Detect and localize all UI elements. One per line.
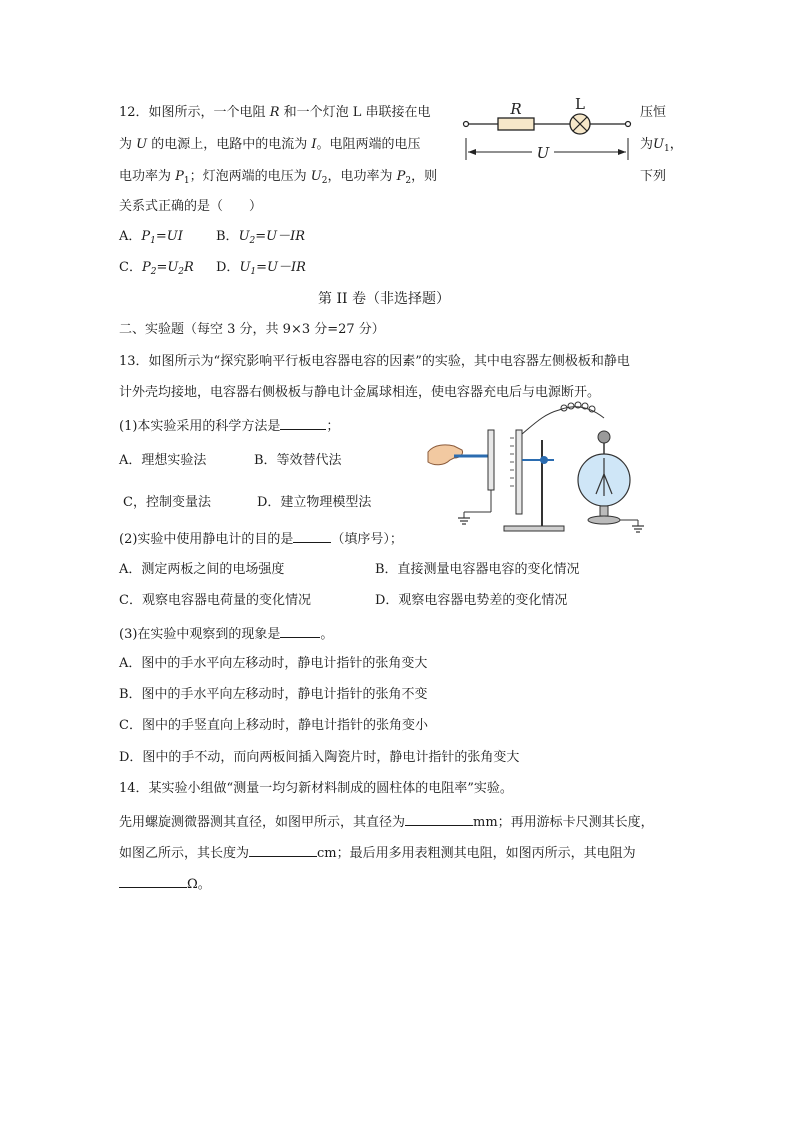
resistor-symbol — [498, 118, 534, 130]
q13-part2-option-d: D．观察电容器电势差的变化情况 — [375, 593, 568, 608]
q12-option-b — [216, 228, 305, 250]
q12-line4: 关系式正确的是（ ） — [119, 199, 263, 214]
circuit-diagram — [458, 94, 638, 174]
q13-part3-option-b: B．图中的手水平向左移动时，静电计指针的张角不变 — [119, 687, 428, 702]
option-text: R — [184, 260, 194, 275]
electroscope-neck — [600, 506, 608, 516]
q13-part1-option-b: B．等效替代法 — [254, 453, 342, 468]
q14-line1: 14．某实验小组做“测量一均匀新材料制成的圆柱体的电阻率”实验。 — [119, 781, 513, 796]
q12-sub: 1 — [183, 176, 190, 186]
left-plate — [488, 430, 494, 490]
arrow-head — [468, 149, 476, 155]
q13-line1: 13．如图所示为“探究影响平行板电容器电容的因素”的实验，其中电容器左侧极板和静电 — [119, 354, 630, 369]
arrow-head — [618, 149, 626, 155]
q12-line2 — [119, 136, 421, 154]
q14-line3 — [119, 843, 636, 863]
q13-part2-end: （填序号）； — [331, 532, 403, 547]
q12-options-ab — [119, 228, 183, 250]
q12-text: 和一个灯泡 L 串联接在电 — [279, 105, 431, 120]
q12-text: ，则 — [411, 169, 438, 184]
section-title: 第 II 卷（非选择题） — [318, 291, 450, 307]
q13-part3-option-c: C．图中的手竖直向上移动时，静电计指针的张角变小 — [119, 718, 428, 733]
q12-var: I — [311, 137, 317, 152]
option-var: U — [239, 260, 251, 275]
q13-part1-option-a: A．理想实验法 — [119, 453, 207, 468]
right-plate — [516, 430, 522, 514]
q13-part3-text: (3)在实验中观察到的现象是 — [119, 627, 281, 642]
q12-text: 电功率为 — [119, 169, 176, 184]
q13-part2-option-c: C．观察电容器电荷量的变化情况 — [119, 593, 311, 608]
option-var: U — [238, 229, 250, 244]
q12-var: U — [136, 137, 148, 152]
q14-text: mm；再用游标卡尺测其长度， — [473, 815, 654, 830]
charge-marks — [510, 438, 514, 486]
q13-part1-text: (1)本实验采用的科学方法是 — [119, 419, 281, 434]
q14-text: Ω。 — [187, 877, 211, 892]
clamp — [540, 456, 548, 464]
q13-part3 — [119, 624, 333, 644]
q12-var: U — [310, 169, 322, 184]
answer-blank[interactable] — [280, 416, 326, 430]
q13-part1-end: ； — [326, 419, 340, 434]
q12-text: ；灯泡两端的电压为 — [189, 169, 311, 184]
option-text: =UI — [155, 229, 183, 244]
q12-var: U — [653, 137, 664, 152]
q13-part2-option-b: B．直接测量电容器电容的变化情况 — [375, 562, 580, 577]
q12-text: 。电阻两端的电压 — [316, 137, 421, 152]
terminal — [464, 122, 469, 127]
q12-text: ，电功率为 — [327, 169, 397, 184]
q13-part1-option-c: C，控制变量法 — [123, 495, 211, 510]
capacitor-apparatus-figure — [424, 384, 664, 544]
q14-line4 — [119, 874, 211, 894]
q12-text: 为 — [640, 137, 654, 152]
q12-var: P — [175, 169, 184, 184]
q12-text: 如图所示，一个电阻 — [148, 105, 270, 120]
q12-line1-right: 压恒 — [640, 105, 667, 120]
q12-sub: 2 — [321, 176, 328, 186]
q12-line2-right — [640, 136, 683, 158]
answer-blank[interactable] — [293, 529, 331, 543]
option-text: =U－IR — [255, 229, 306, 244]
option-var: P — [141, 260, 151, 275]
stand-base — [504, 526, 564, 531]
q12-sub: 1 — [663, 144, 670, 154]
q13-part2-text: (2)实验中使用静电计的目的是 — [119, 532, 294, 547]
q14-text: 如图乙所示，其长度为 — [119, 846, 250, 861]
q14-text: cm；最后用多用表粗测其电阻，如图丙所示，其电阻为 — [317, 846, 636, 861]
q12-var: R — [269, 105, 280, 120]
terminal — [626, 122, 631, 127]
option-text: =U－IR — [256, 260, 306, 275]
q13-part1-option-d: D．建立物理模型法 — [257, 495, 372, 510]
label-R: R — [510, 100, 522, 118]
q13-part3-end: 。 — [320, 627, 334, 642]
q12-line3 — [119, 168, 437, 190]
option-sub: 1 — [150, 236, 156, 246]
answer-blank[interactable] — [280, 624, 320, 638]
q12-text: ， — [669, 137, 683, 152]
option-label: B． — [216, 229, 239, 244]
q14-line2 — [119, 812, 654, 832]
q13-line2: 计外壳均接地，电容器右侧极板与静电计金属球相连，使电容器充电后与电源断开。 — [119, 385, 601, 400]
option-label: A． — [119, 229, 142, 244]
q12-number: 12． — [119, 105, 149, 120]
option-var: P — [141, 229, 151, 244]
option-label: C． — [119, 260, 142, 275]
q12-option-d — [216, 259, 306, 281]
q12-line1 — [119, 104, 431, 122]
q12-var: P — [396, 169, 406, 184]
electroscope-base — [588, 516, 620, 524]
q12-line3-right: 下列 — [640, 169, 667, 184]
q13-part3-option-a: A．图中的手水平向左移动时，静电计指针的张角变大 — [119, 656, 428, 671]
option-sub: 2 — [150, 267, 157, 277]
q12-option-c — [119, 259, 194, 281]
q12-sub: 2 — [405, 176, 412, 186]
section-heading: 二、实验题（每空 3 分，共 9×3 分=27 分） — [119, 322, 385, 337]
option-sub: 2 — [178, 267, 185, 277]
metal-ball — [598, 431, 610, 443]
label-U: U — [536, 144, 550, 162]
option-label: D． — [216, 260, 240, 275]
q14-text: 先用螺旋测微器测其直径，如图甲所示，其直径为 — [119, 815, 406, 830]
answer-blank-diameter[interactable] — [405, 812, 473, 826]
answer-blank-length[interactable] — [249, 843, 317, 857]
option-sub: 2 — [249, 236, 256, 246]
q13-part2 — [119, 529, 403, 549]
option-sub: 1 — [250, 267, 257, 277]
q12-text: 为 — [119, 137, 137, 152]
q13-part2-option-a: A．测定两板之间的电场强度 — [119, 562, 285, 577]
q13-part3-option-d: D．图中的手不动，而向两板间插入陶瓷片时，静电计指针的张角变大 — [119, 750, 520, 765]
option-text: =U — [156, 260, 179, 275]
answer-blank-resistance[interactable] — [119, 874, 187, 888]
q13-part1 — [119, 416, 339, 436]
label-L: L — [575, 95, 585, 113]
q12-text: 的电源上，电路中的电流为 — [147, 137, 312, 152]
